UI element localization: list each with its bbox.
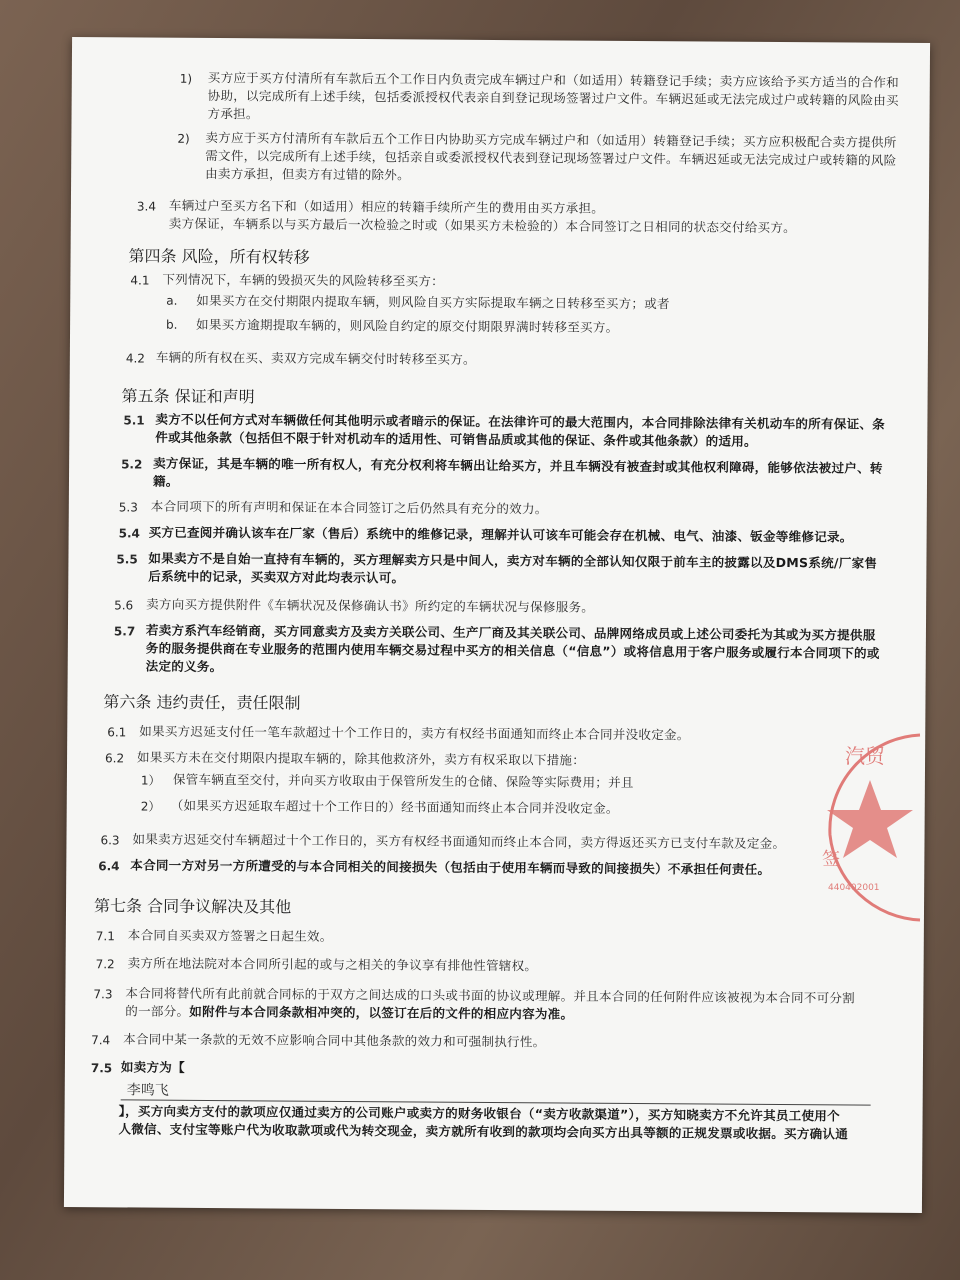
- item-number: a.: [166, 293, 178, 308]
- clause-text: 如卖方为【: [120, 1059, 185, 1075]
- clause-text: 由卖方承担，但卖方有过错的除外。: [205, 165, 411, 183]
- clause-text: 车辆过户至买方名下和（如适用）相应的转籍手续所产生的费用由买方承担。: [168, 197, 605, 216]
- clause-text: 本合同中某一条款的无效不应影响合同中其他条款的效力和可强制执行性。: [123, 1031, 546, 1050]
- clause-number: 7.2: [95, 957, 115, 972]
- clause-text: （如果买方迟延取车超过十个工作日的）经书面通知而终止本合同并没收定金。: [170, 797, 619, 816]
- company-seal: [770, 725, 940, 925]
- clause-text: 卖方向买方提供附件《车辆状况及保修确认书》所约定的车辆状况与保修服务。: [146, 596, 595, 615]
- clause-number: 7.1: [95, 929, 115, 944]
- clause-text: 本合同将替代所有此前就合同标的于双方之间达成的口头或书面的协议或理解。并且本合同的任何附件应该被视为本合同不可分割: [125, 985, 856, 1006]
- clause-number: 7.4: [91, 1033, 111, 1048]
- seal-text-top: 汽贸: [845, 744, 885, 768]
- seal-text-bottom: 签: [822, 849, 840, 870]
- clause-number: 5.3: [118, 500, 138, 515]
- clause-text: 本合同一方对另一方所遭受的与本合同相关的间接损失（包括由于使用车辆而导致的间接损失）不承担任何责任。: [130, 857, 771, 877]
- clause-text: 】，买方向卖方支付的款项应仅通过卖方的公司账户或卖方的财务收银台（“卖方收款渠道”），买方知晓卖方不允许其员工使用个: [118, 1103, 840, 1124]
- clause-text: 卖方所在地法院对本合同所引起的或与之相关的争议享有排他性管辖权。: [127, 955, 538, 974]
- clause-number: 5.2: [121, 457, 143, 472]
- clause-number: 5.7: [113, 624, 136, 639]
- seal-serial: 440402001: [828, 883, 880, 893]
- clause-text: 卖方不以任何方式对车辆做任何其他明示或者暗示的保证。在法律许可的最大范围内，本合同排除法律有关机动车的所有保证、条: [155, 411, 886, 432]
- item-number: 1）: [140, 773, 161, 788]
- clause-text: 本合同自买卖双方签署之日起生效。: [127, 927, 333, 944]
- clause-text: [125, 1003, 573, 1022]
- clause-text: 如果买方未在交付期限内提取车辆的，除其他救济外，卖方有权采取以下措施：: [137, 749, 586, 768]
- item-number: b.: [166, 317, 178, 332]
- clause-text: 如果买方逾期提取车辆的，则风险自约定的原交付期限界满时转移至买方。: [196, 316, 619, 335]
- item-number: 1): [179, 71, 193, 86]
- item-number: 2): [177, 131, 190, 146]
- clause-number: 6.1: [107, 725, 127, 740]
- clause-text: 卖方保证，其是车辆的唯一所有权人，有充分权利将车辆出让给买方，并且车辆没有被查封或其他权利障碍，能够依法被过户、转: [153, 455, 883, 476]
- clause-number: 7.3: [93, 987, 113, 1002]
- seller-name-handwritten: 李鸣飞: [126, 1082, 169, 1099]
- clause-number: 5.1: [123, 413, 145, 428]
- clause-text: 协助，以完成所有上述手续，包括委派授权代表亲自到登记现场签署过户文件。车辆迟延或无法完成过户或转籍的风险由买: [207, 87, 899, 108]
- clause-number: 4.2: [125, 351, 145, 366]
- clause-text: 保管车辆直至交付，并向买方收取由于保管所发生的仓储、保险等实际费用；并且: [172, 771, 634, 790]
- clause-text: 籍。: [152, 473, 179, 489]
- article-heading: 第四条 风险，所有权转移: [128, 246, 310, 267]
- clause-number: 5.6: [114, 598, 134, 613]
- clause-number: 3.4: [136, 199, 157, 214]
- clause-text: 车辆的所有权在买、卖双方完成车辆交付时转移至买方。: [155, 349, 476, 367]
- clause-number: 7.5: [90, 1061, 113, 1076]
- clause-text: 后系统中的记录，买卖双方对此均表示认可。: [148, 568, 405, 586]
- clause-number: 6.3: [100, 833, 120, 848]
- clause-text: 买方应于买方付清所有车款后五个工作日内负责完成车辆过户和（如适用）转籍登记手续；卖方应该给予买方适当的合作和: [207, 69, 900, 90]
- clause-text: 如果买方在交付期限内提取车辆，则风险自买方实际提取车辆之日转移至买方；或者: [196, 292, 670, 312]
- clause-text: 法定的义务。: [145, 658, 223, 675]
- clause-number: 6.2: [105, 751, 125, 766]
- clause-number: 4.1: [130, 273, 150, 288]
- clause-text: 如果卖方迟延交付车辆超过十个工作日的，买方有权经书面通知而终止本合同，卖方得返还买方已支付车款及定金。: [132, 831, 786, 852]
- clause-number: 5.5: [116, 552, 138, 567]
- article-heading: 第七条 合同争议解决及其他: [93, 896, 292, 917]
- article-heading: 第五条 保证和声明: [121, 386, 255, 407]
- clause-number: 5.4: [118, 526, 140, 541]
- clause-text: 卖方应于买方付清所有车款后五个工作日内协助买方完成车辆过户和（如适用）转籍登记手续；买方应积极配合卖方提供所: [205, 129, 897, 150]
- clause-text-bold: 如附件与本合同条款相冲突的，以签订在后的文件的相应内容为准。: [189, 1003, 574, 1022]
- clause-text: 本合同项下的所有声明和保证在本合同签订之后仍然具有充分的效力。: [150, 498, 548, 517]
- clause-text: 需文件，以完成所有上述手续，包括亲自或委派授权代表到登记现场签署过户文件。车辆迟延或无法完成过户或转籍的风险: [205, 147, 897, 168]
- clause-text: 件或其他条款（包括但不限于针对机动车的适用性、可销售品质或其他的保证、条件或其他条款）的适用。: [155, 429, 757, 449]
- item-number: 2）: [140, 799, 161, 814]
- clause-text: 下列情况下，车辆的毁损灭失的风险转移至买方：: [162, 271, 445, 289]
- clause-text-part: 的一部分。: [125, 1003, 190, 1019]
- clause-text: 如果卖方不是自始一直持有车辆的，买方理解卖方只是中间人，卖方对车辆的全部认知仅限于前车主的披露以及DMS系统/厂家售: [148, 550, 878, 571]
- contract-page: [64, 37, 930, 1213]
- clause-text: 买方已查阅并确认该车在厂家（售后）系统中的维修记录，理解并认可该车可能会存在机械、电气、油漆、钣金等维修记录。: [148, 524, 853, 545]
- clause-number: 6.4: [98, 859, 120, 874]
- clause-text: 务的服务提供商在专业服务的范围内使用车辆交易过程中买方的相关信息（“信息”）或将信息用于客户服务或履行本合同项下的或: [145, 640, 880, 661]
- clause-text: 若卖方系汽车经销商，买方同意卖方及卖方关联公司、生产厂商及其关联公司、品牌网络成员或上述公司委托为其或为买方提供服: [145, 622, 876, 643]
- article-heading: 第六条 违约责任，责任限制: [103, 692, 301, 713]
- clause-text: 卖方保证，车辆系以与买方最后一次检验之时或（如果买方未检验的）本合同签订之日相同的状态交付给买方。: [168, 215, 797, 236]
- clause-text: 如果买方迟延支付任一笔车款超过十个工作日的，卖方有权经书面通知而终止本合同并没收定金。: [139, 723, 690, 743]
- clause-text: 方承担。: [207, 105, 259, 122]
- clause-text: 人微信、支付宝等账户代为收取款项或代为转交现金，卖方就所有收到的款项均会向买方出具等额的正规发票或收据。买方确认通: [118, 1121, 849, 1142]
